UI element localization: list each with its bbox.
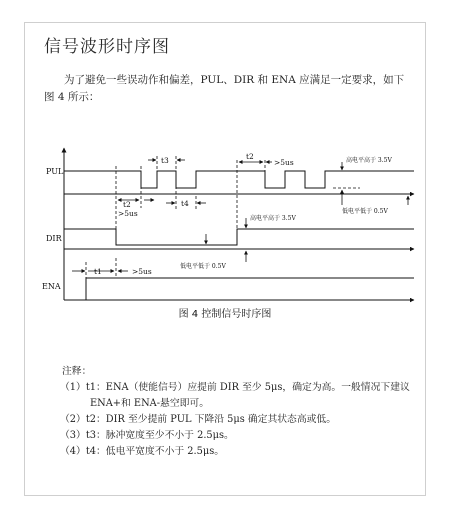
pul-low-level-label: 低电平低于 0.5V — [342, 208, 388, 215]
pul-waveform — [64, 171, 414, 188]
intro-paragraph: 为了避免一些误动作和偏差，PUL、DIR 和 ENA 应满足一定要求，如下图 4 所示： — [44, 74, 405, 103]
gt5us-label-ena: >5us — [132, 267, 152, 276]
dir-low-level-label: 低电平低于 0.5V — [180, 263, 226, 270]
note-item-4: （4）t4：低电平宽度不小于 2.5μs。 — [60, 446, 225, 457]
ena-waveform — [64, 278, 414, 300]
dir-label: DIR — [46, 234, 62, 243]
t2-label-left: t2 — [123, 200, 131, 209]
page-title: 信号波形时序图 — [44, 37, 170, 57]
figure-caption: 图 4 控制信号时序图 — [178, 309, 272, 320]
gt5us-label-left: >5us — [118, 209, 138, 218]
t4-label: t4 — [181, 199, 189, 208]
t1-label: t1 — [94, 267, 102, 276]
pul-high-level-label: 高电平高于 3.5V — [346, 157, 392, 164]
note-item-1: （1）t1：ENA（使能信号）应提前 DIR 至少 5μs，确定为高。一般情况下建议 ENA+和 ENA-悬空即可。 — [60, 382, 410, 409]
notes-heading: 注释： — [62, 366, 92, 377]
note-item-2: （2）t2：DIR 至少提前 PUL 下降沿 5μs 确定其状态高或低。 — [60, 414, 337, 425]
gt5us-label-right: >5us — [274, 158, 294, 167]
dir-waveform — [64, 229, 414, 245]
pul-label: PUL — [46, 167, 64, 176]
t3-label: t3 — [161, 156, 169, 165]
notes-section — [58, 364, 418, 460]
t2-label-right: t2 — [246, 152, 254, 161]
ena-label: ENA — [42, 282, 61, 291]
dir-high-level-label: 高电平高于 3.5V — [250, 215, 296, 222]
note-item-3: （3）t3：脉冲宽度至少不小于 2.5μs。 — [60, 430, 234, 441]
